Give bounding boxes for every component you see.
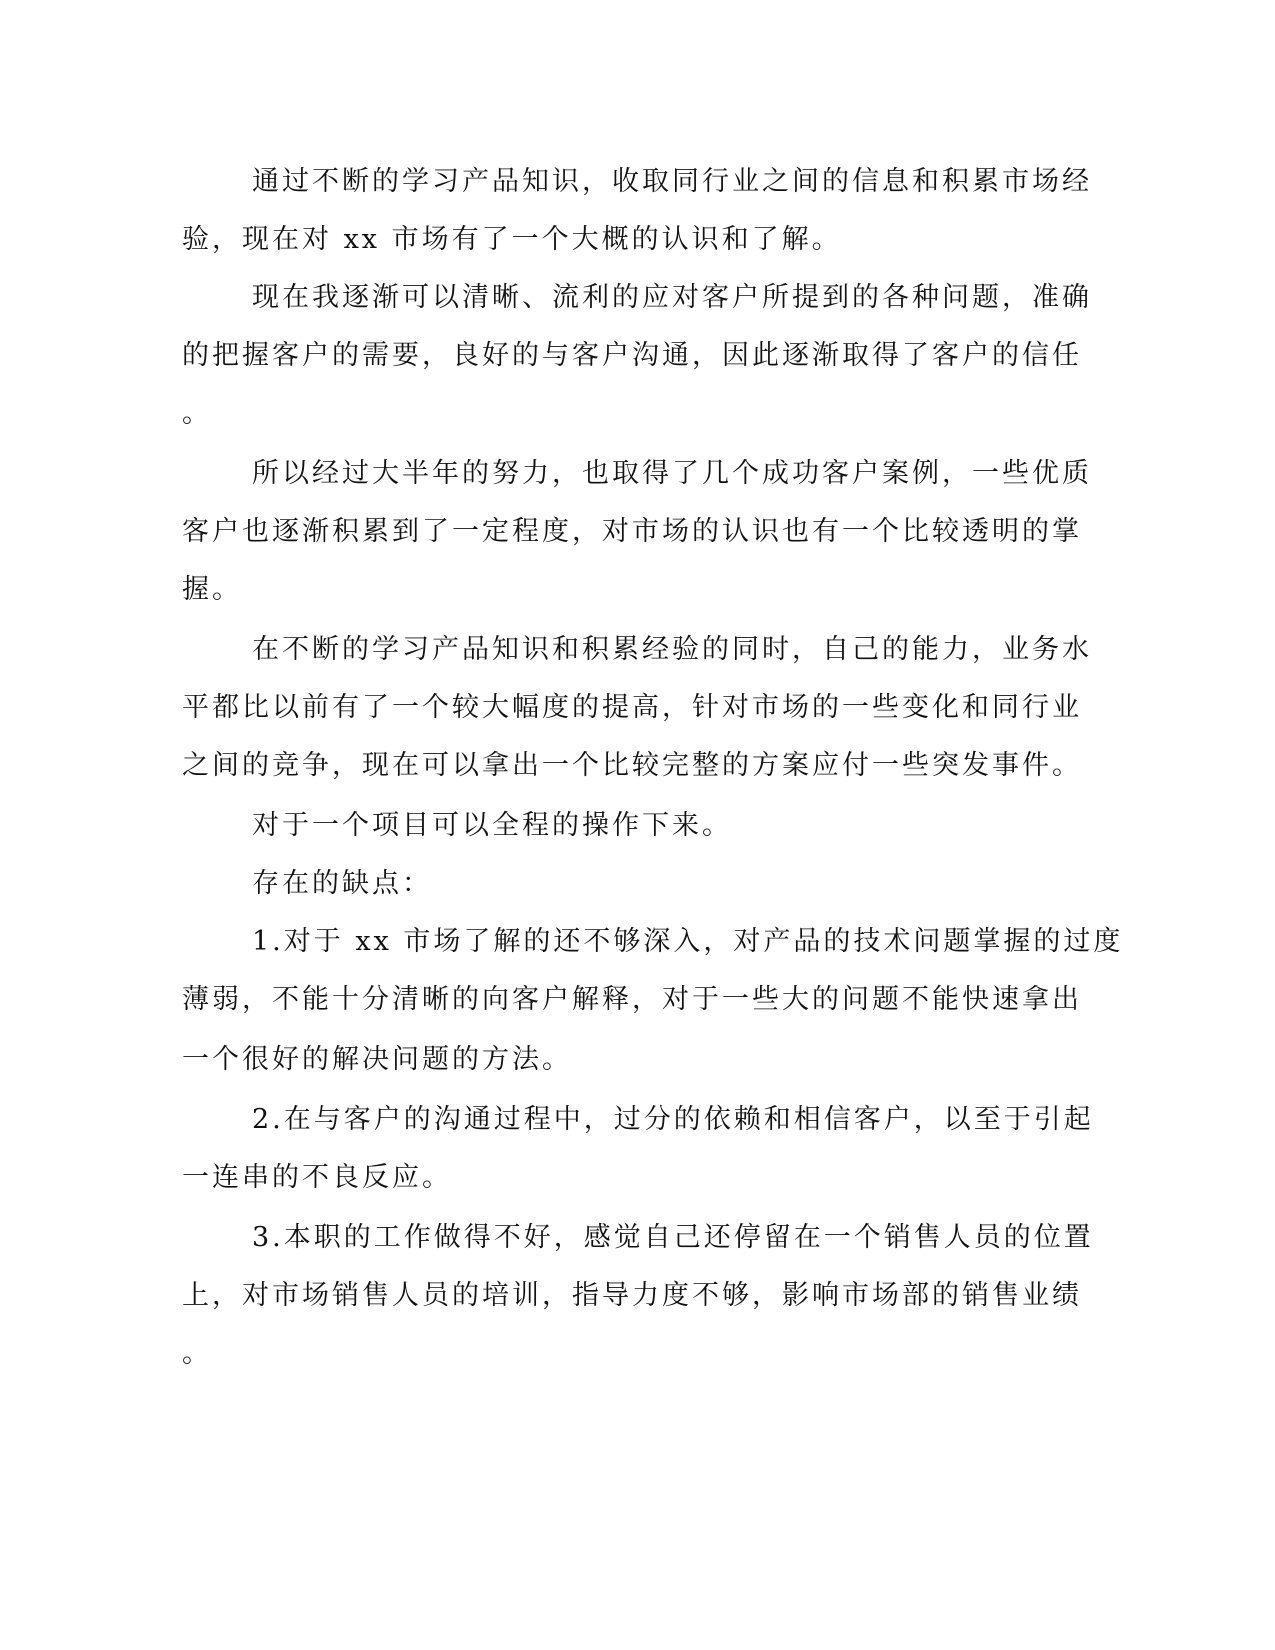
text-line: 存在的缺点：	[252, 868, 432, 899]
text-line: 客户也逐渐积累到了一定程度，对市场的认识也有一个比较透明的掌	[182, 516, 1082, 547]
text-line: 2.在与客户的沟通过程中，过分的依赖和相信客户，以至于引起	[252, 1104, 1094, 1135]
text-line: 的把握客户的需要，良好的与客户沟通，因此逐渐取得了客户的信任	[182, 340, 1082, 371]
text-line: 通过不断的学习产品知识，收取同行业之间的信息和积累市场经	[252, 166, 1092, 197]
text-line: 1.对于 xx 市场了解的还不够深入，对产品的技术问题掌握的过度	[252, 926, 1124, 957]
text-line: 一连串的不良反应。	[182, 1162, 452, 1193]
text-line: 现在我逐渐可以清晰、流利的应对客户所提到的各种问题，准确	[252, 282, 1092, 313]
text-line: 之间的竞争，现在可以拿出一个比较完整的方案应付一些突发事件。	[182, 750, 1082, 781]
text-line: 3.本职的工作做得不好，感觉自己还停留在一个销售人员的位置	[252, 1222, 1094, 1253]
text-line: 验，现在对 xx 市场有了一个大概的认识和了解。	[182, 224, 842, 255]
text-line: 薄弱，不能十分清晰的向客户解释，对于一些大的问题不能快速拿出	[182, 984, 1082, 1015]
text-line: 所以经过大半年的努力，也取得了几个成功客户案例，一些优质	[252, 458, 1092, 489]
text-line: 上，对市场销售人员的培训，指导力度不够，影响市场部的销售业绩	[182, 1280, 1082, 1311]
text-line: 一个很好的解决问题的方法。	[182, 1044, 572, 1075]
text-line: 。	[182, 398, 212, 429]
text-line: 平都比以前有了一个较大幅度的提高，针对市场的一些变化和同行业	[182, 692, 1082, 723]
text-line: 在不断的学习产品知识和积累经验的同时，自己的能力，业务水	[252, 634, 1092, 665]
text-line: 握。	[182, 574, 242, 605]
text-line: 。	[182, 1338, 212, 1369]
text-line: 对于一个项目可以全程的操作下来。	[252, 810, 732, 841]
